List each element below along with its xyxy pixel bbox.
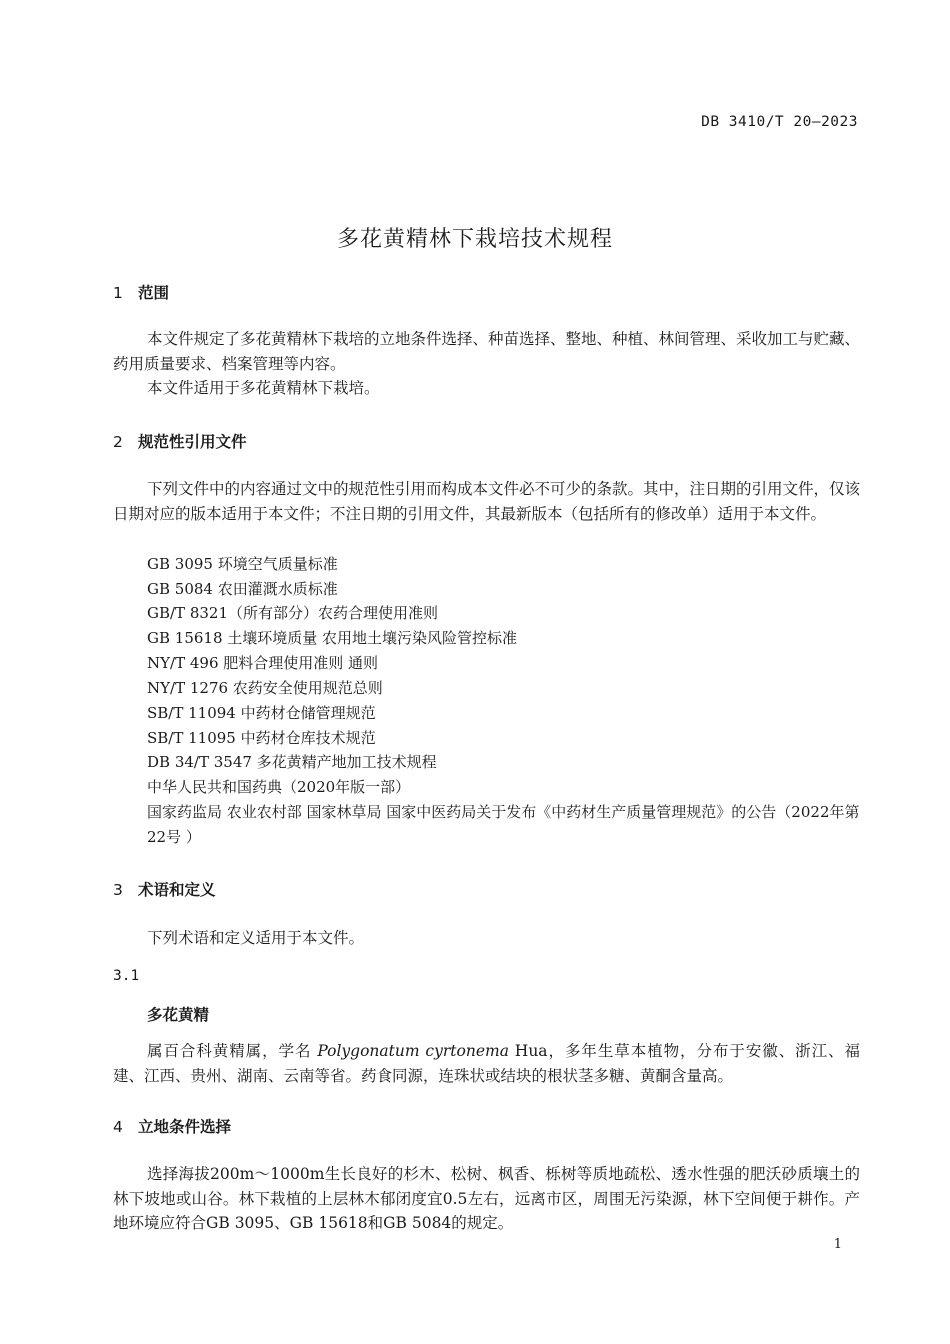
section-2-heading [113,430,247,452]
page-number: 1 [833,1237,842,1252]
section-4-heading [113,1115,231,1137]
section-3-heading [113,878,216,900]
section-4-number: 4 [113,1118,123,1136]
reference-item: 中华人民共和国药典（2020年版一部） [147,778,411,796]
reference-item: GB 15618 土壤环境质量 农用地土壤污染风险管控标准 [147,629,518,647]
section-3-intro: 下列术语和定义适用于本文件。 [147,929,365,947]
section-1-paragraph-1: 本文件规定了多花黄精林下栽培的立地条件选择、种苗选择、整地、种植、林间管理、采收加工与贮藏、药用质量要求、档案管理等内容。 [113,330,861,373]
latin-name: Polygonatum cyrtonema [317,1042,509,1060]
section-1-heading [113,281,169,303]
reference-item: GB 3095 环境空气质量标准 [147,555,338,573]
reference-item: 国家药监局 农业农村部 国家林草局 国家中医药局关于发布《中药材生产质量管理规范》的公告（2022年第22号 ） [147,803,860,846]
reference-item: GB/T 8321（所有部分）农药合理使用准则 [147,604,439,622]
reference-item: SB/T 11094 中药材仓储管理规范 [147,704,376,722]
document-title: 多花黄精林下栽培技术规程 [336,227,613,252]
reference-item: NY/T 496 肥料合理使用准则 通则 [147,654,379,672]
section-1-title: 范围 [138,284,170,302]
reference-item: DB 34/T 3547 多花黄精产地加工技术规程 [147,753,437,771]
section-2-number: 2 [113,433,123,451]
section-1-paragraph-2: 本文件适用于多花黄精林下栽培。 [147,379,380,397]
term-definition [113,1039,860,1088]
standard-code: DB 3410/T 20—2023 [701,114,858,130]
section-2-title: 规范性引用文件 [138,433,247,451]
reference-item: GB 5084 农田灌溉水质标准 [147,580,338,598]
term-name: 多花黄精 [147,1006,210,1024]
section-4-paragraph-1: 选择海拔200m～1000m生长良好的杉木、松树、枫香、栎树等质地疏松、透水性强的肥沃砂质壤土的林下坡地或山谷。林下栽植的上层林木郁闭度宜0.5左右，远离市区，周围无污染源，林下空间便于耕作。产地环境应符合GB 3095、GB 15618和GB 5084的规定。 [113,1165,860,1232]
section-3-title: 术语和定义 [138,881,216,899]
section-4-title: 立地条件选择 [138,1118,232,1136]
section-3-number: 3 [113,881,123,899]
section-1-number: 1 [113,284,123,302]
term-definition-rest: Hua，多年生草本植物，分布于安徽、浙江、福建、江西、贵州、湖南、云南等省。药食同源，连珠状或结块的根状茎多糖、黄酮含量高。 [113,1042,860,1085]
reference-item: SB/T 11095 中药材仓库技术规范 [147,729,376,747]
section-2-intro: 下列文件中的内容通过文中的规范性引用而构成本文件必不可少的条款。其中，注日期的引用文件，仅该日期对应的版本适用于本文件；不注日期的引用文件，其最新版本（包括所有的修改单）适用于本文件。 [113,480,861,523]
term-number: 3.1 [113,968,140,984]
reference-item: NY/T 1276 农药安全使用规范总则 [147,679,383,697]
term-definition-start: 属百合科黄精属，学名 [147,1042,318,1060]
